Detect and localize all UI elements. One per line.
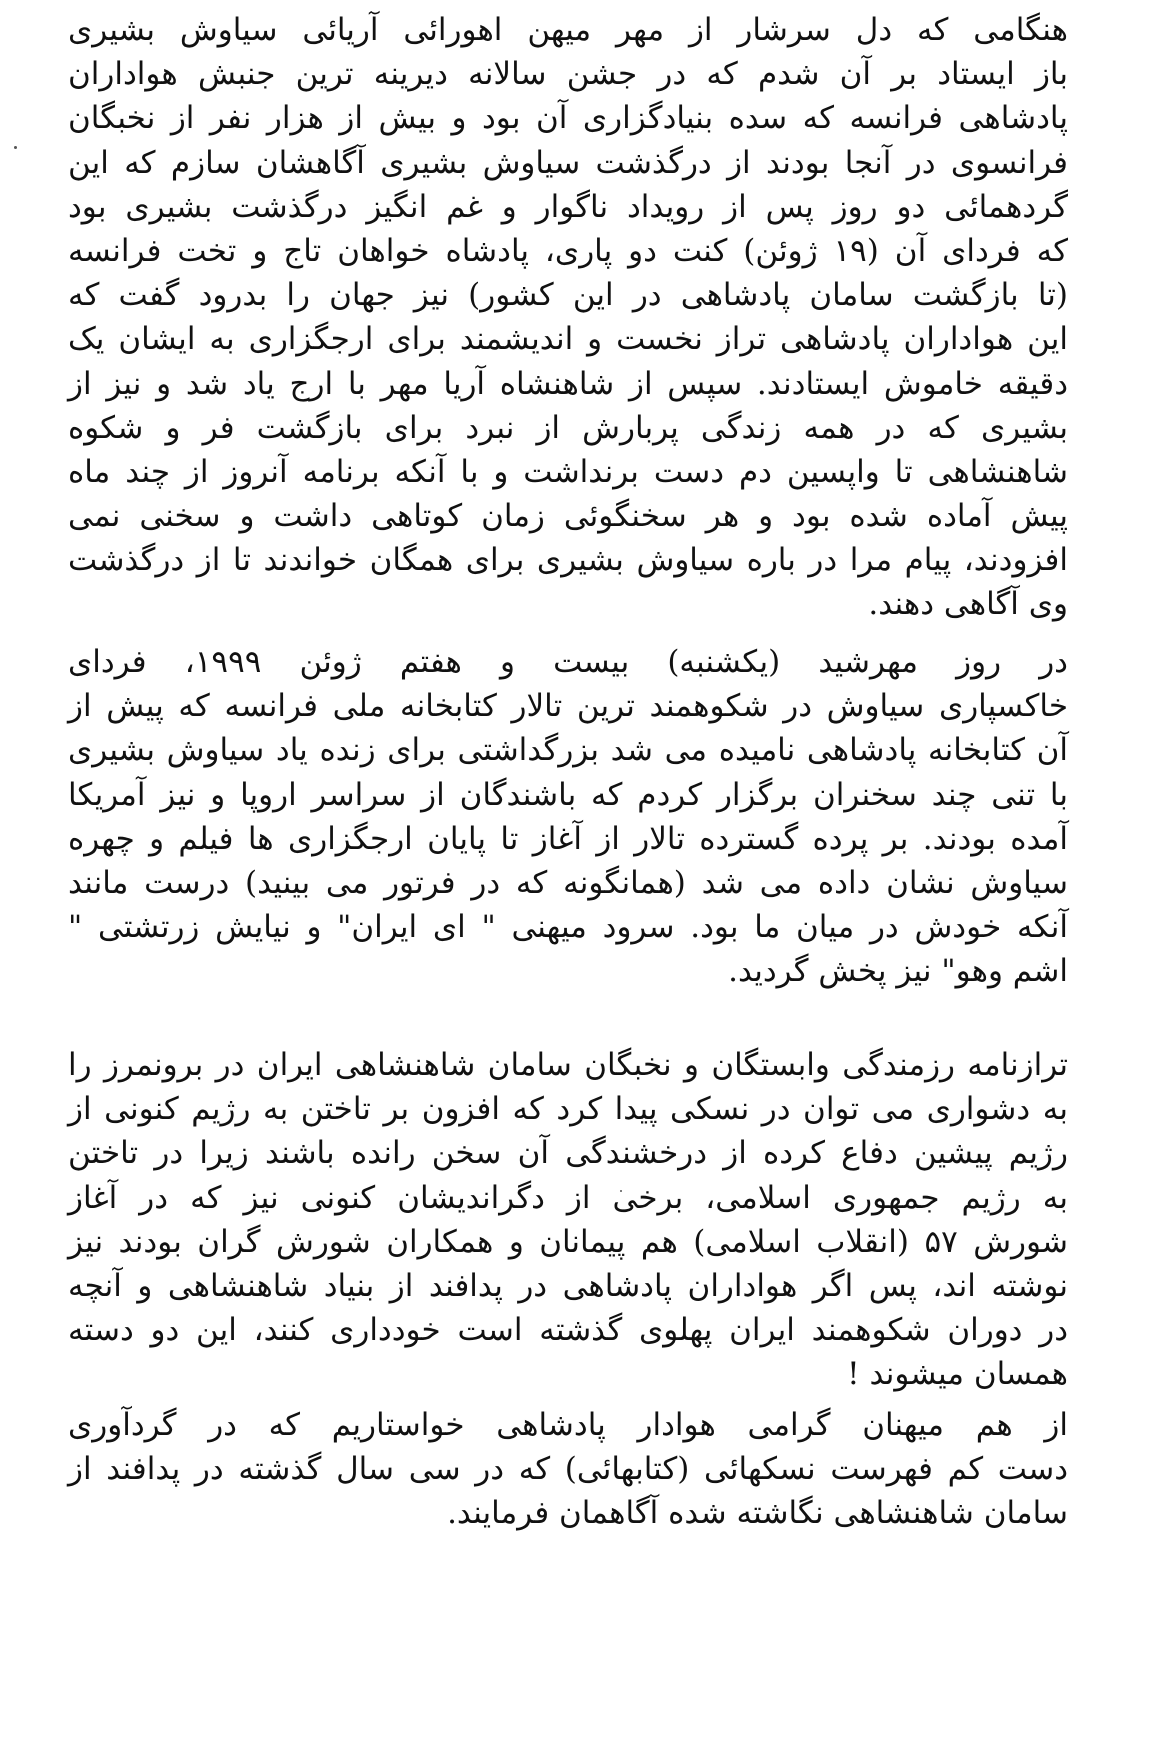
text-line: آمده بودند. بر پرده گسترده تالار از آغاز تا پایان ارجگزاری ها فیلم و چهره	[68, 820, 1068, 857]
text-line: همسان میشوند !	[847, 1356, 1068, 1393]
text-line: به دشواری می توان در نسکی پیدا کرد که افزون بر تاختن به رژیم کنونی از	[68, 1091, 1068, 1128]
text-line: آنکه خودش در میان ما بود. سرود میهنی " ای ایران" و نیایش زرتشتی "	[68, 909, 1068, 946]
text-line: ترازنامه رزمندگی وابستگان و نخبگان سامان شاهنشاهی ایران در برونمرز را	[68, 1047, 1068, 1083]
text-line: با تنی چند سخنران برگزار کردم که باشندگان از سراسر اروپا و نیز آمریکا	[68, 776, 1068, 813]
text-line: افزودند، پیام مرا در باره سیاوش بشیری برای همگان خواندند تا از درگذشت	[68, 542, 1068, 579]
text-line: وی آگاهی دهند.	[868, 586, 1068, 623]
paragraph-3	[68, 1043, 1068, 1397]
text-line: سامان شاهنشاهی نگاشته شده آگاهمان فرمایند.	[447, 1495, 1068, 1532]
paragraph-4	[68, 1403, 1068, 1536]
text-line: شاهنشاهی تا واپسین دم دست برنداشت و با آنکه برنامه آنروز از چند ماه	[68, 453, 1068, 490]
paragraph-1	[68, 8, 1068, 627]
text-line: خاکسپاری سیاوش در شکوهمند ترین تالار کتابخانه ملی فرانسه که پیش از	[68, 688, 1068, 725]
scan-speck	[14, 146, 17, 149]
text-line: دقیقه خاموش ایستادند. سپس از شاهنشاه آریا مهر با ارج یاد شد و نیز از	[68, 365, 1068, 402]
text-line: بشیری که در همه زندگی پربارش از نبرد برای بازگشت فر و شکوه	[68, 409, 1068, 446]
text-line: گردهمائی دو روز پس از رویداد ناگوار و غم انگیز درگذشت بشیری بود	[68, 188, 1068, 225]
text-line: پیش آماده شده بود و هر سخنگوئی زمان کوتاهی داشت و سخنی نمی	[68, 498, 1068, 535]
text-line: باز ایستاد بر آن شدم که در جشن سالانه دیرینه ترین جنبش هواداران	[68, 56, 1068, 93]
text-line: به رژیم جمهوری اسلامی، برخی از دگراندیشان کنونی نیز که در آغاز	[68, 1179, 1069, 1216]
text-line: آن کتابخانه پادشاهی نامیده می شد بزرگداشتی برای زنده یاد سیاوش بشیری	[68, 732, 1068, 769]
text-line: در دوران شکوهمند ایران پهلوی گذشته است خودداری کنند، این دو دسته	[68, 1312, 1068, 1349]
text-line: دست کم فهرست نسکهائی (کتابهائی) که در سی سال گذشته در پدافند از	[68, 1451, 1068, 1488]
text-line: که فردای آن (۱۹ ژوئن) کنت دو پاری، پادشاه خواهان تاج و تخت فرانسه	[68, 232, 1068, 269]
paragraph-2	[68, 640, 1068, 994]
text-line: در روز مهرشید (یکشنبه) بیست و هفتم ژوئن ۱۹۹۹، فردای	[68, 644, 1068, 680]
text-line: اشم وهو" نیز پخش گردید.	[728, 953, 1068, 990]
text-line: رژیم پیشین دفاع کرده از درخشندگی آن سخن رانده باشند زیرا در تاختن	[68, 1135, 1068, 1172]
text-line: پادشاهی فرانسه که سده بنیادگزاری آن بود و بیش از هزار نفر از نخبگان	[68, 100, 1068, 137]
text-line: شورش ۵۷ (انقلاب اسلامی) هم پیمانان و همکاران شورش گران بودند نیز	[68, 1223, 1068, 1260]
text-line: از هم میهنان گرامی هوادار پادشاهی خواستاریم که در گردآوری	[68, 1407, 1068, 1443]
text-line: هنگامی که دل سرشار از مهر میهن اهورائی آریائی سیاوش بشیری	[68, 12, 1069, 48]
text-line: نوشته اند، پس اگر هواداران پادشاهی در پدافند از بنیاد شاهنشاهی و آنچه	[68, 1267, 1068, 1304]
text-line: فرانسوی در آنجا بودند از درگذشت سیاوش بشیری آگاهشان سازم که این	[68, 144, 1068, 181]
text-line: این هواداران پادشاهی تراز نخست و اندیشمند برای ارجگزاری به ایشان یک	[68, 321, 1068, 358]
text-line: (تا بازگشت سامان پادشاهی در این کشور) نیز جهان را بدرود گفت که	[68, 277, 1068, 314]
text-line: سیاوش نشان داده می شد (همانگونه که در فرتور می بینید) درست مانند	[68, 864, 1068, 901]
